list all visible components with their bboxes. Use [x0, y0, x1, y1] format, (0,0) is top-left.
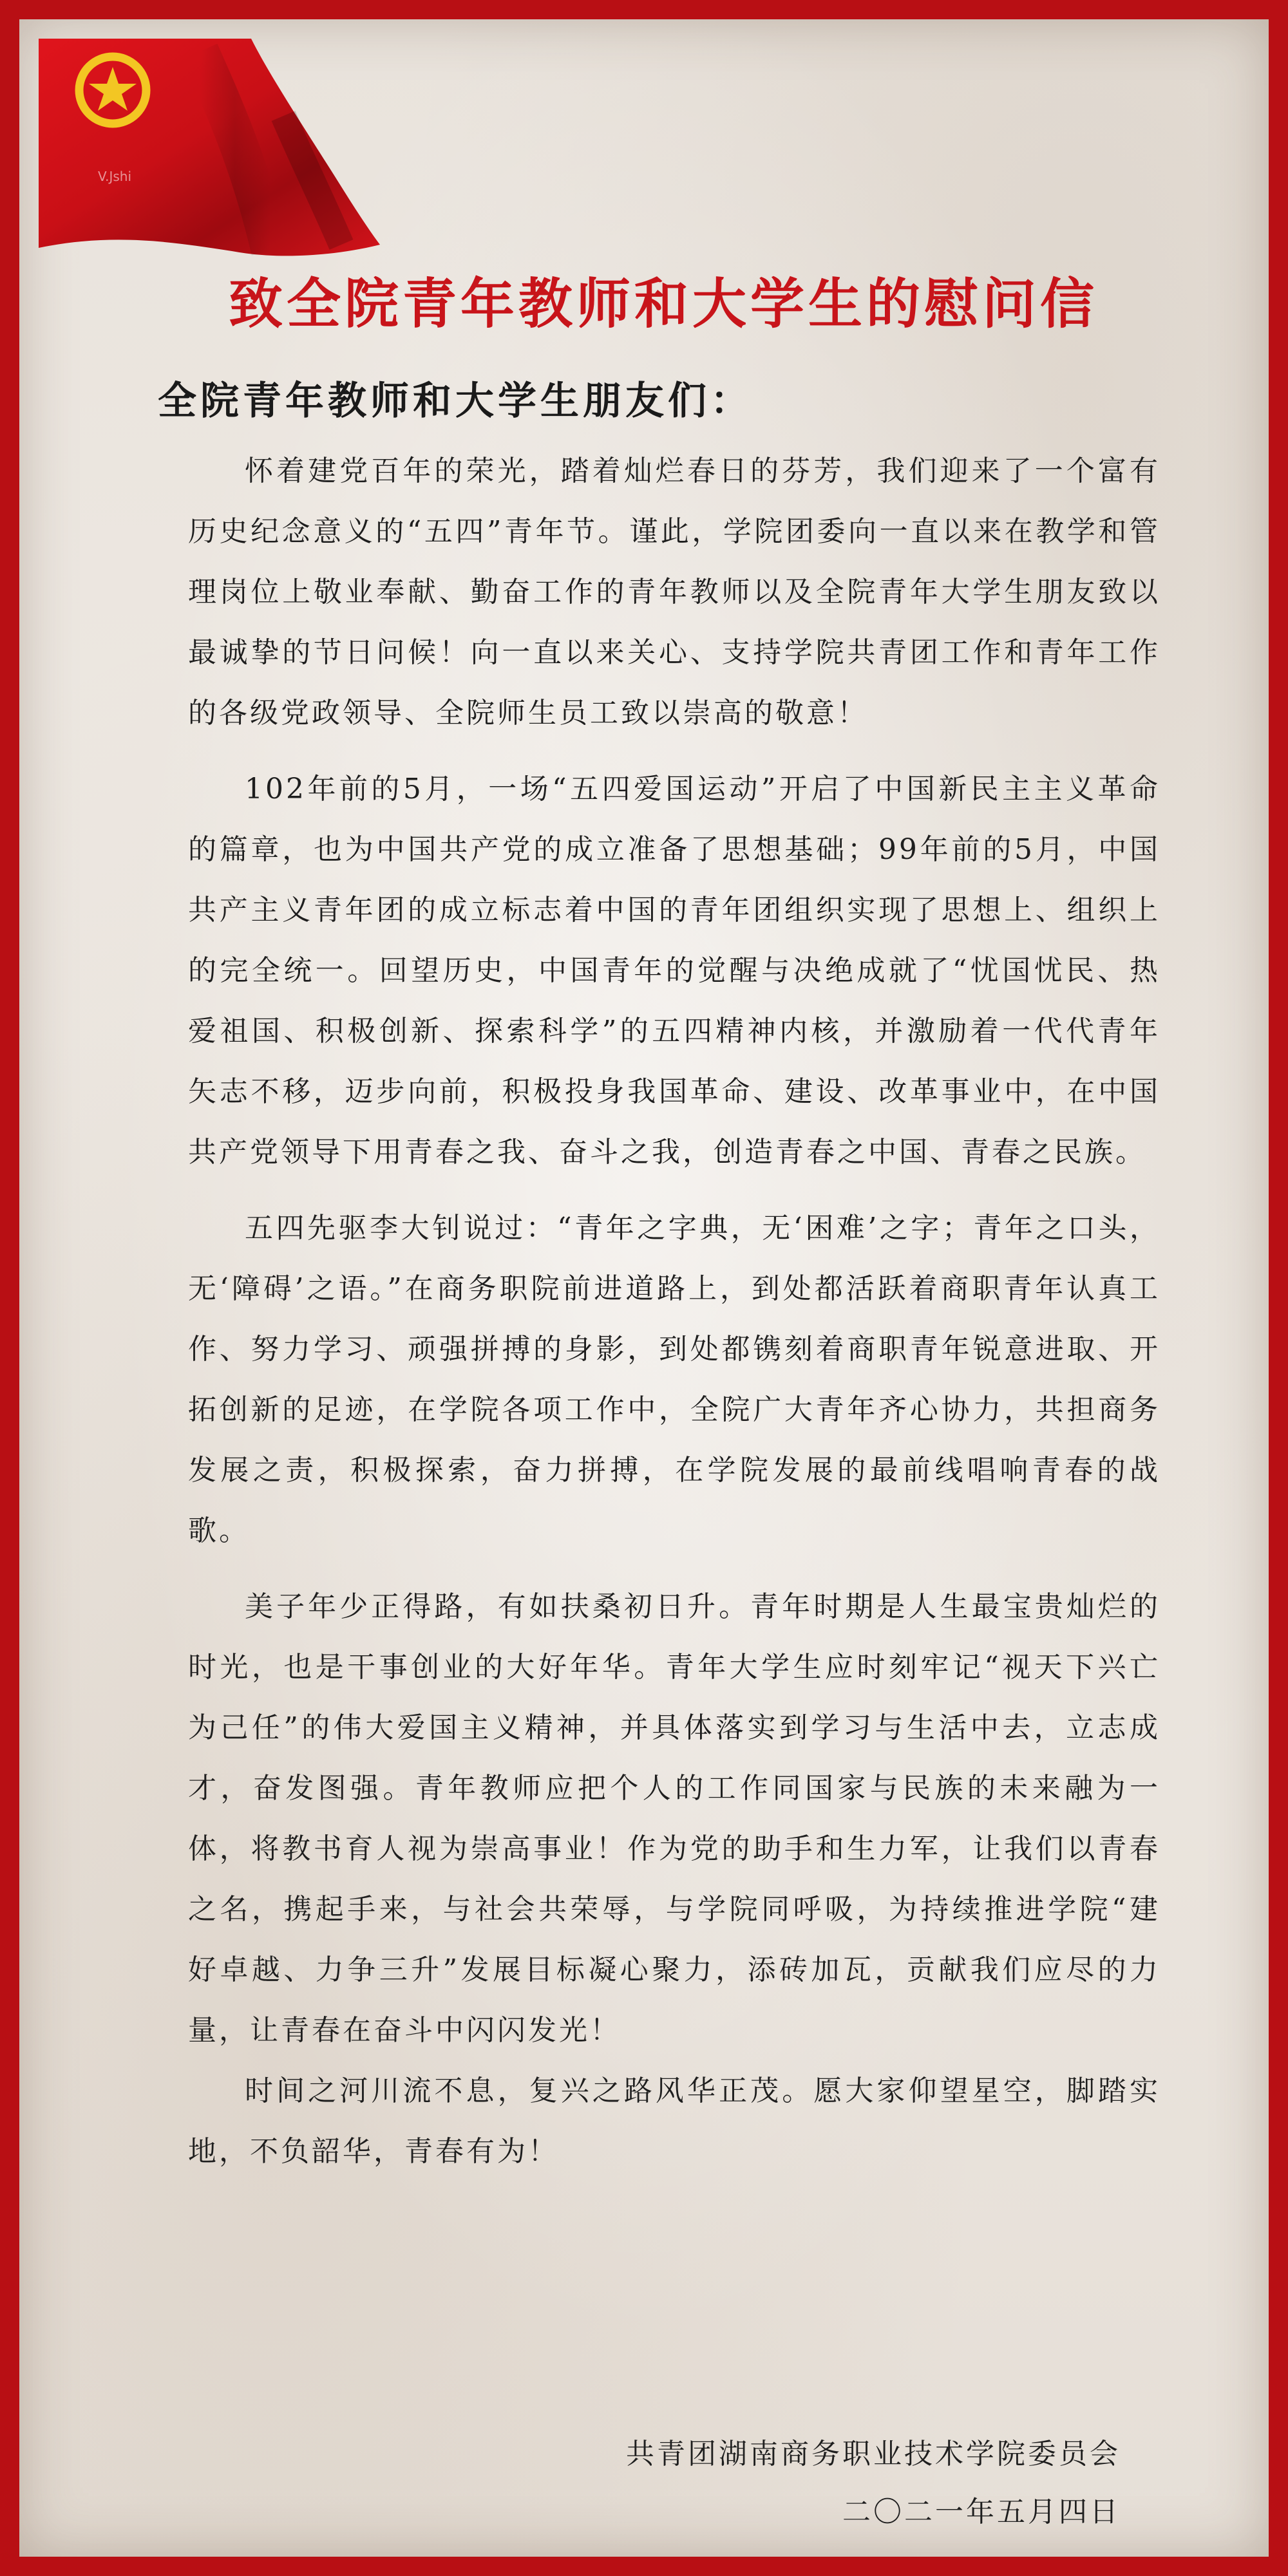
paragraph: 102年前的5月，一场“五四爱国运动”开启了中国新民主主义革命的篇章，也为中国共产党的成立准备了思想基础；99年前的5月，中国共产主义青年团的成立标志着中国的青年团组织实现了思想上、组织上的完全统一。回望历史，中国青年的觉醒与决绝成就了“忧国忧民、热爱祖国、积极创新、探索科学”的五四精神内核，并激励着一代代青年矢志不移，迈步向前，积极投身我国革命、建设、改革事业中，在中国共产党领导下用青春之我、奋斗之我，创造青春之中国、青春之民族。 [188, 773, 1160, 1169]
youth-league-flag-icon [39, 39, 380, 264]
letter-body [188, 441, 1160, 2197]
page-title: 致全院青年教师和大学生的慰问信 [228, 272, 1098, 335]
salutation: 全院青年教师和大学生朋友们： [158, 379, 753, 424]
signature-organization: 共青团湖南商务职业技术学院委员会 [626, 2438, 1121, 2470]
paragraph: 时间之河川流不息，复兴之路风华正茂。愿大家仰望星空，脚踏实地，不负韶华，青春有为！ [188, 2074, 1160, 2168]
paragraph: 怀着建党百年的荣光，踏着灿烂春日的芬芳，我们迎来了一个富有历史纪念意义的“五四”青年节。谨此，学院团委向一直以来在教学和管理岗位上敬业奉献、勤奋工作的青年教师以及全院青年大学生朋友致以最诚挚的节日问候！向一直以来关心、支持学院共青团工作和青年工作的各级党政领导、全院师生员工致以崇高的敬意！ [188, 455, 1160, 729]
flag-watermark: V.Jshi [98, 169, 132, 184]
paragraph: 美子年少正得路，有如扶桑初日升。青年时期是人生最宝贵灿烂的时光，也是干事创业的大好年华。青年大学生应时刻牢记“视天下兴亡为己任”的伟大爱国主义精神，并具体落实到学习与生活中去，立志成才，奋发图强。青年教师应把个人的工作同国家与民族的未来融为一体，将教书育人视为崇高事业！作为党的助手和生力军，让我们以青春之名，携起手来，与社会共荣辱，与学院同呼吸，为持续推进学院“建好卓越、力争三升”发展目标凝心聚力，添砖加瓦，贡献我们应尽的力量，让青春在奋斗中闪闪发光！ [188, 1590, 1160, 2047]
signature-date: 二〇二一年五月四日 [842, 2496, 1121, 2528]
paragraph: 五四先驱李大钊说过：“青年之字典，无‘困难’之字；青年之口头，无‘障碍’之语。”在商务职院前进道路上，到处都活跃着商职青年认真工作、努力学习、顽强拼搏的身影，到处都镌刻着商职青年锐意进取、开拓创新的足迹，在学院各项工作中，全院广大青年齐心协力，共担商务发展之责，积极探索，奋力拼搏，在学院发展的最前线唱响青春的战歌。 [188, 1212, 1160, 1547]
